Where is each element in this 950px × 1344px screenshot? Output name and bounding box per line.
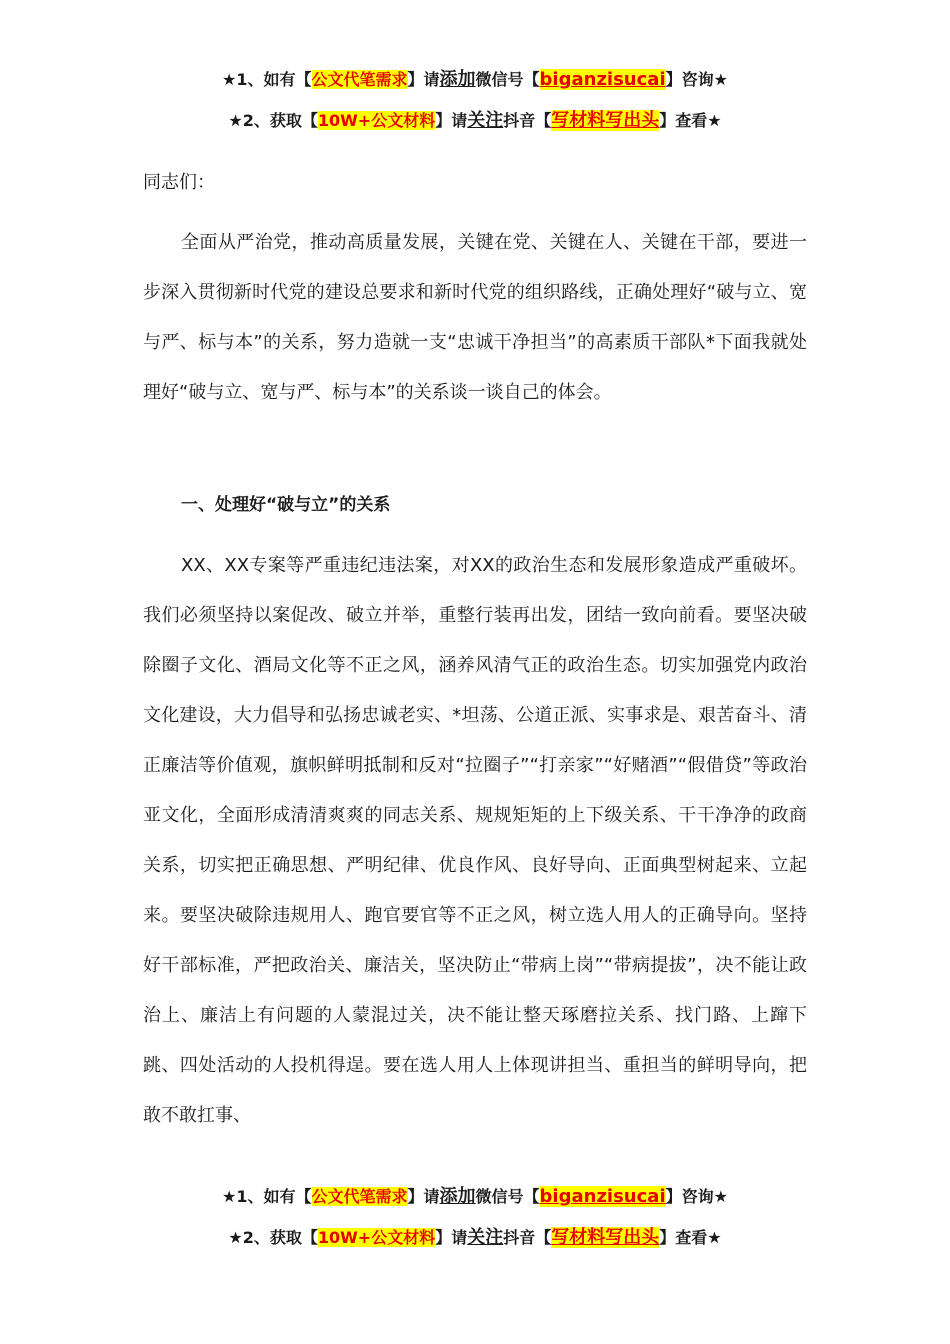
banner-douyin-id: 写材料写出头 [551, 110, 660, 131]
banner-wechat-id: biganzisucai [539, 69, 666, 90]
banner-text: 抖音【 [503, 1228, 552, 1247]
banner-text: 】查看★ [659, 1228, 722, 1247]
top-banner-line-2 [0, 109, 950, 133]
banner-text: 】请 [407, 1187, 440, 1206]
banner-text: 】查看★ [659, 111, 722, 130]
banner-text: 】咨询★ [665, 70, 728, 89]
banner-text: 】请 [435, 1228, 468, 1247]
banner-emphasis: 关注 [467, 110, 504, 131]
intro-paragraph: 全面从严治党，推动高质量发展，关键在党、关键在人、关键在干部，要进一步深入贯彻新时代党的建设总要求和新时代党的组织路线，正确处理好“破与立、宽与严、标与本”的关系，努力造就一支“忠诚干净担当”的高素质干部队*下面我就处理好“破与立、宽与严、标与本”的关系谈一谈自己的体会。 [143, 232, 807, 403]
banner-text: 】咨询★ [665, 1187, 728, 1206]
section-heading: 一、处理好“破与立”的关系 [181, 495, 391, 515]
banner-text: 微信号【 [475, 70, 540, 89]
body-paragraph: XX、XX专案等严重违纪违法案，对XX的政治生态和发展形象造成严重破坏。我们必须坚持以案促改、破立并举，重整行装再出发，团结一致向前看。要坚决破除圈子文化、酒局文化等不正之风，涵养风清气正的政治生态。切实加强党内政治文化建设，大力倡导和弘扬忠诚老实、*坦荡、公道正派、实事求是、艰苦奋斗、清正廉洁等价值观，旗帜鲜明抵制和反对“拉圈子”“打亲家”“好赌酒”“假借贷”等政治亚文化，全面形成清清爽爽的同志关系、规规矩矩的上下级关系、干干净净的政商关系，切实把正确思想、严明纪律、优良作风、良好导向、正面典型树起来、立起来。要坚决破除违规用人、跑官要官等不正之风，树立选人用人的正确导向。坚持好干部标准，严把政治关、廉洁关，坚决防止“带病上岗”“带病提拔”，决不能让政治上、廉洁上有问题的人蒙混过关，决不能让整天琢磨拉关系、找门路、上蹿下跳、四处活动的人投机得逞。要在选人用人上体现讲担当、重担当的鲜明导向，把敢不敢扛事、 [143, 555, 807, 1126]
banner-text: ★1、如有【 [222, 1187, 312, 1206]
top-banner-line-1 [0, 68, 950, 92]
banner-emphasis: 添加 [439, 1186, 476, 1207]
banner-text: ★2、获取【 [228, 1228, 318, 1247]
banner-wechat-id: biganzisucai [539, 1186, 666, 1207]
banner-text: 微信号【 [475, 1187, 540, 1206]
banner-text: ★1、如有【 [222, 70, 312, 89]
banner-highlight: 公文代笔需求 [311, 1187, 408, 1206]
banner-highlight: 10W+公文材料 [317, 1228, 436, 1247]
bottom-banner-line-1 [0, 1185, 950, 1209]
banner-text: 】请 [407, 70, 440, 89]
salutation: 同志们： [143, 172, 215, 193]
banner-emphasis: 添加 [439, 69, 476, 90]
banner-highlight: 公文代笔需求 [311, 70, 408, 89]
banner-emphasis: 关注 [467, 1227, 504, 1248]
bottom-banner-line-2 [0, 1226, 950, 1250]
banner-text: 抖音【 [503, 111, 552, 130]
banner-highlight: 10W+公文材料 [317, 111, 436, 130]
banner-text: ★2、获取【 [228, 111, 318, 130]
banner-douyin-id: 写材料写出头 [551, 1227, 660, 1248]
banner-text: 】请 [435, 111, 468, 130]
